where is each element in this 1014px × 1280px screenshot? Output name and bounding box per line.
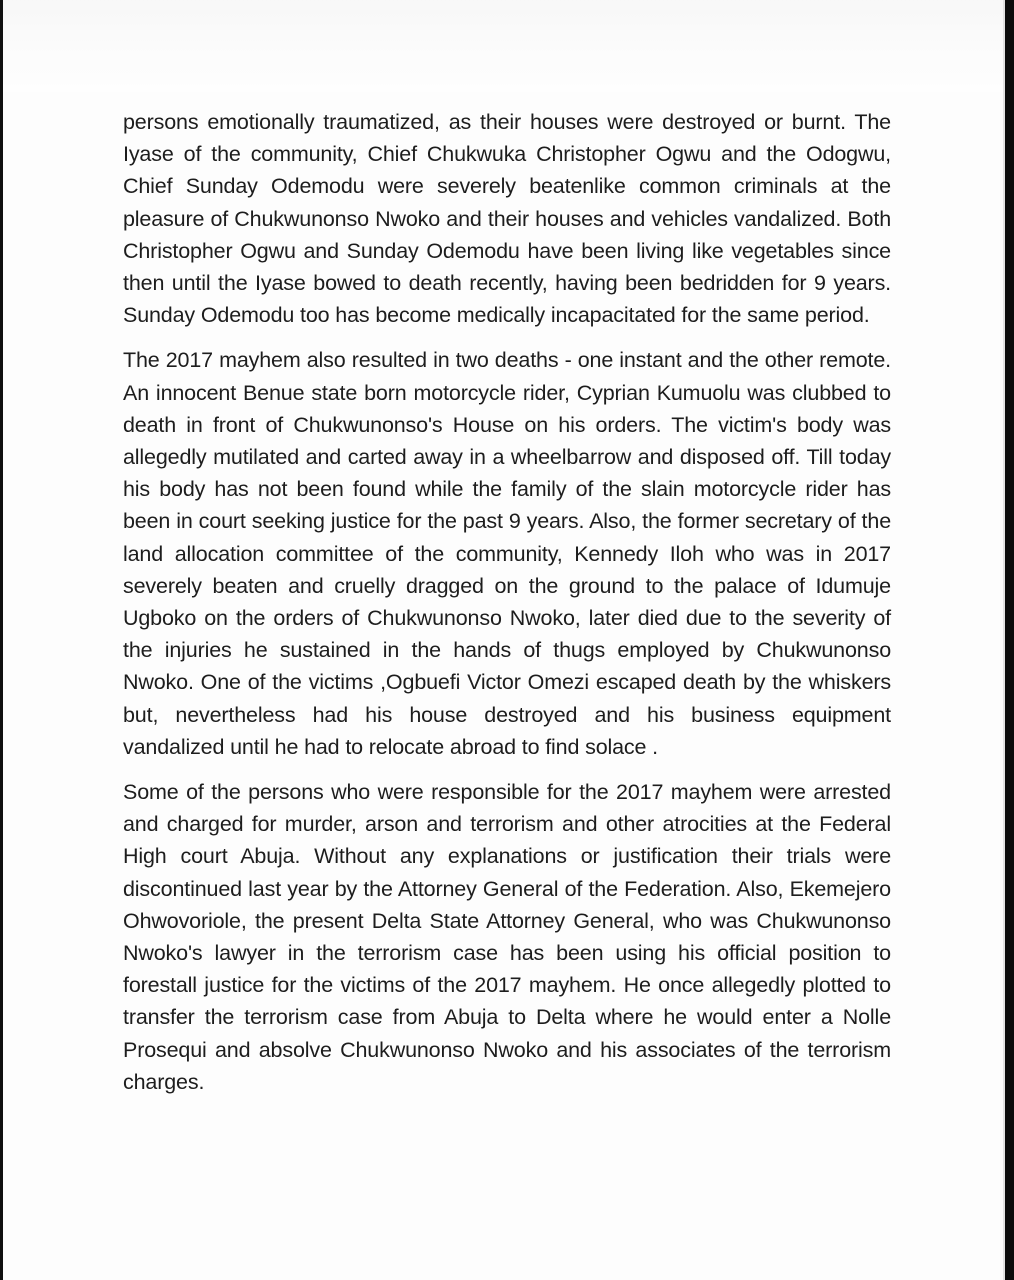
paragraph-trials-discontinued: Some of the persons who were responsible for the 2017 mayhem were arrested and charged for murder, arson and terrorism and other atrocities at the Federal High court Abuja. Without any explanations or justification their trials were discontinued last year by the Attorney General of the Federation. Also, Ekemejero Ohwovoriole, the present Delta State Attorney General, who was Chukwunonso Nwoko's lawyer in the terrorism case has been using his official position to forestall justice for the victims of the 2017 mayhem. He once allegedly plotted to transfer the terrorism case from Abuja to Delta where he would enter a Nolle Prosequi and absolve Chukwunonso Nwoko and his associates of the terrorism charges.	[123, 780, 891, 1094]
right-edge-strip	[1003, 0, 1014, 1280]
scan-top-tint	[0, 0, 1014, 92]
paragraph-mayhem-victims: persons emotionally traumatized, as their houses were destroyed or burnt. The Iyase of the community, Chief Chukwuka Christopher Ogwu and the Odogwu, Chief Sunday Odemodu were severely beatenlike common criminals at the pleasure of Chukwunonso Nwoko and their houses and vehicles vandalized. Both Christopher Ogwu and Sunday Odemodu have been living like vegetables since then until the Iyase bowed to death recently, having been bedridden for 9 years. Sunday Odemodu too has become medically incapacitated for the same period.	[123, 110, 891, 328]
paragraph-two-deaths: The 2017 mayhem also resulted in two deaths - one instant and the other remote. An innocent Benue state born motorcycle rider, Cyprian Kumuolu was clubbed to death in front of Chukwunonso's House on his orders. The victim's body was allegedly mutilated and carted away in a wheelbarrow and disposed off. Till today his body has not been found while the family of the slain motorcycle rider has been in court seeking justice for the past 9 years. Also, the former secretary of the land allocation committee of the community, Kennedy Iloh who was in 2017 severely beaten and cruelly dragged on the ground to the palace of Idumuje Ugboko on the orders of Chukwunonso Nwoko, later died due to the severity of the injuries he sustained in the hands of thugs employed by Chukwunonso Nwoko. One of the victims ,Ogbuefi Victor Omezi escaped death by the whiskers but, nevertheless had his house destroyed and his business equipment vandalized until he had to relocate abroad to find solace .	[123, 348, 891, 759]
document-text-block	[123, 106, 891, 1111]
left-edge-strip	[0, 0, 3, 1280]
